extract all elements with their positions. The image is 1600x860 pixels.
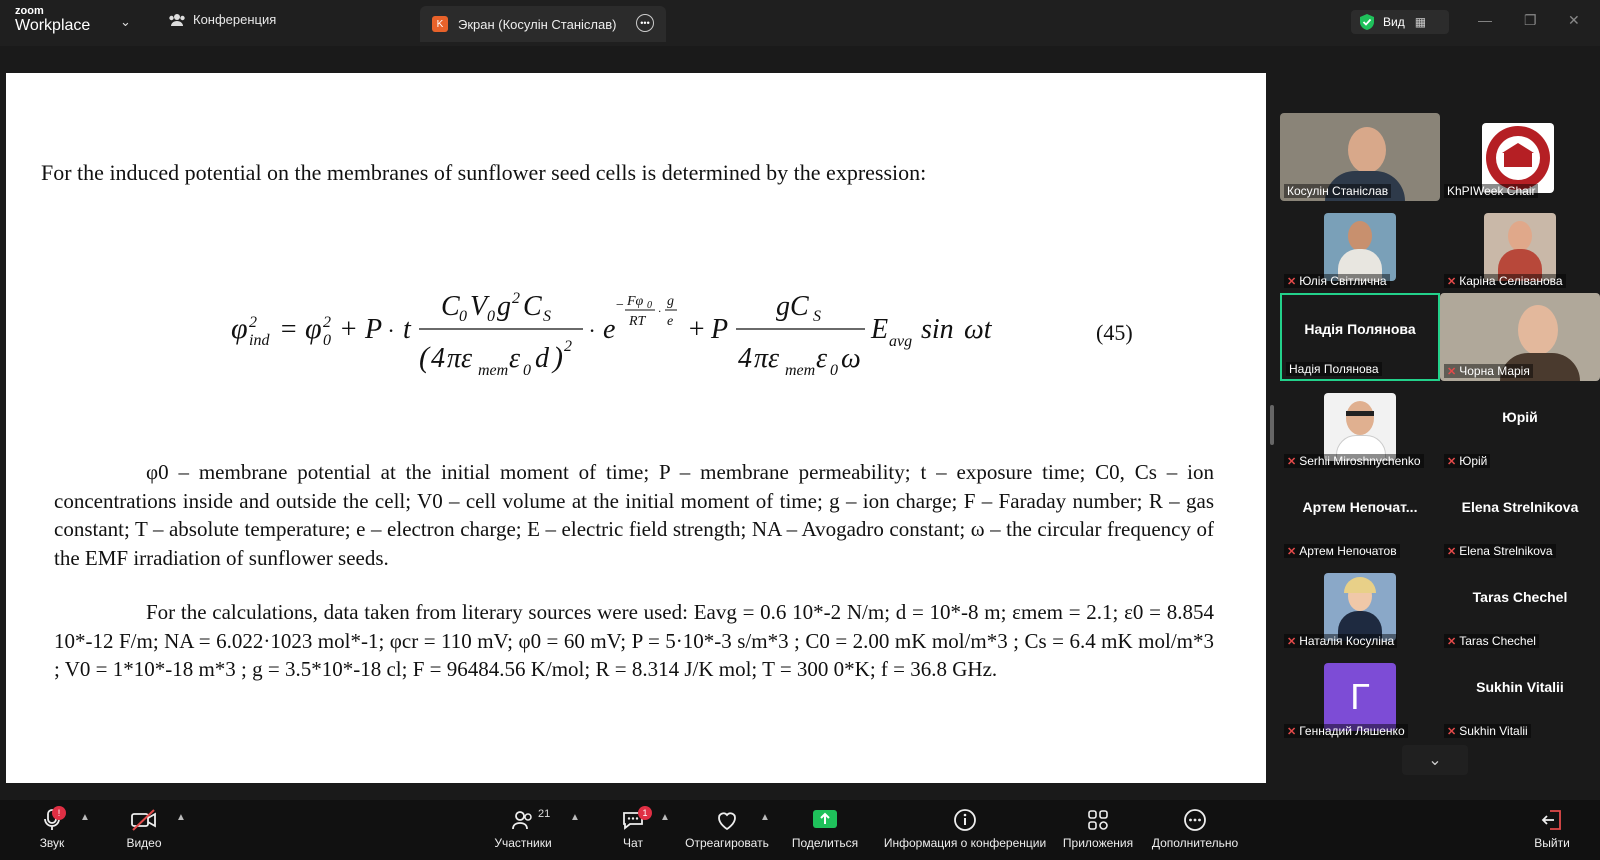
svg-text:gC: gC [776,291,809,322]
svg-text:C: C [441,291,460,322]
svg-text:φ: φ [305,312,322,345]
more-icon [1183,808,1207,832]
audio-options-caret[interactable]: ▲ [80,812,90,823]
svg-text:V: V [470,291,488,322]
svg-text:φ: φ [231,312,248,345]
svg-text:d: d [535,343,549,374]
panel-resize-handle[interactable] [1270,405,1274,445]
participant-display-name: Юрій [1502,409,1538,425]
heart-icon [715,808,739,832]
tab-conference[interactable] [168,12,276,27]
mic-muted-icon: ✕ [1287,725,1297,738]
mic-muted-icon: ✕ [1447,635,1457,648]
more-button[interactable]: Дополнительно [1150,808,1240,850]
participant-display-name: Надія Полянова [1304,321,1416,337]
mic-muted-icon: ✕ [1287,275,1297,288]
mic-muted-icon: ✕ [1447,545,1457,558]
svg-text:2: 2 [512,290,520,307]
svg-text:·: · [388,318,394,343]
participants-button[interactable]: Участники [488,808,558,850]
participant-video [1484,213,1556,281]
participant-avatar: Г [1324,663,1396,731]
svg-text:ε: ε [509,343,521,374]
svg-text:+: + [339,314,358,345]
participant-display-name: Taras Chechel [1472,589,1568,605]
svg-text:S: S [543,308,551,325]
svg-text:2: 2 [323,314,331,331]
svg-text:P: P [711,314,729,345]
svg-text:=: = [279,314,298,345]
participant-tile[interactable] [1440,383,1600,471]
mic-muted-icon: ✕ [1447,365,1457,378]
participant-name: ✕ Serhii Miroshnychenko [1284,454,1424,468]
svg-text:0: 0 [323,332,331,349]
svg-text:g: g [497,291,511,322]
tab-screen-share-label: Экран (Косулін Станіслав) [458,16,617,32]
people-icon [168,13,186,27]
share-screen-button[interactable]: Поделиться [790,808,860,850]
leave-icon [1540,808,1564,832]
svg-text:sin: sin [921,314,954,345]
equation-number: (45) [1096,320,1133,345]
svg-text:πε: πε [754,343,780,374]
participant-tile[interactable] [1280,203,1440,291]
participant-tile[interactable] [1440,203,1600,291]
participant-name: ✕ Чорна Марія [1444,364,1533,378]
participant-name: ✕ Каріна Селіванова [1444,274,1566,288]
mic-muted-icon: ✕ [1287,635,1297,648]
leave-button[interactable]: Выйти [1532,808,1572,850]
participant-name: Надія Полянова [1286,362,1382,376]
participant-name: ✕ Геннадий Ляшенко [1284,724,1408,738]
svg-text:ε: ε [816,343,828,374]
svg-text:πε: πε [447,343,473,374]
participants-count: 21 [538,808,551,820]
meeting-info-button[interactable]: Информация о конференции [882,808,1048,850]
svg-text:RT: RT [629,314,646,329]
svg-text:e: e [667,314,674,329]
svg-text:ω: ω [841,343,861,374]
logo-zoom-text: zoom [15,5,44,17]
svg-text:S: S [813,308,821,325]
tab-conference-label: Конференция [193,12,277,27]
close-icon[interactable]: ✕ [1568,12,1580,28]
svg-text:0: 0 [830,362,838,379]
svg-text:t: t [403,314,411,345]
svg-text:mem: mem [785,362,816,379]
participant-name: ✕ Юрій [1444,454,1490,468]
participants-icon [511,808,535,832]
react-options-caret[interactable]: ▲ [760,812,770,823]
svg-text:0: 0 [647,300,652,311]
svg-text:e: e [603,314,616,345]
video-off-icon [130,808,158,832]
zoom-logo[interactable] [15,6,90,34]
audio-button[interactable]: Звук [34,808,70,850]
svg-text:·: · [658,304,661,318]
participant-tile[interactable] [1440,473,1600,561]
svg-text:avg: avg [889,333,913,350]
tab-screen-share[interactable] [420,6,666,42]
participant-display-name: Sukhin Vitalii [1476,679,1564,695]
svg-text:·: · [589,318,595,343]
apps-icon [1086,808,1110,832]
svg-text:4: 4 [738,343,752,374]
equation-45 [231,275,1031,385]
participant-name: ✕ Elena Strelnikova [1444,544,1556,558]
screen-share-badge: K [432,16,448,32]
participant-tile[interactable] [1440,113,1600,201]
participant-display-name: Elena Strelnikova [1461,499,1579,515]
participant-name: ✕ Наталія Косуліна [1284,634,1397,648]
mic-muted-icon: ✕ [1447,725,1457,738]
mic-muted-icon: ✕ [1287,455,1297,468]
mic-muted-icon: ✕ [1447,455,1457,468]
participant-display-name: Артем Непочат... [1302,499,1418,515]
svg-text:E: E [871,314,889,345]
participant-tile[interactable] [1280,473,1440,561]
svg-text:−: − [615,298,625,313]
shared-screen-slide [6,73,1266,783]
svg-text:0: 0 [459,308,467,325]
svg-text:2: 2 [564,338,572,355]
view-button-label: Вид [1383,15,1405,29]
participant-tile[interactable] [1440,293,1600,381]
participant-name: Косулін Станіслав [1284,184,1391,198]
participant-tile[interactable] [1280,653,1440,741]
participant-name: ✕ Sukhin Vitalii [1444,724,1531,738]
svg-text:0: 0 [523,362,531,379]
maximize-icon[interactable]: ❐ [1524,12,1537,28]
participant-name: ✕ Юлія Світлична [1284,274,1390,288]
minimize-icon[interactable]: — [1478,12,1492,28]
svg-text:C: C [523,291,542,322]
svg-text:ind: ind [249,332,270,349]
security-shield-icon[interactable] [1359,13,1375,31]
share-screen-icon [812,808,838,832]
participant-name: ✕ Артем Непочатов [1284,544,1400,558]
svg-text:mem: mem [478,362,509,379]
svg-text:g: g [667,294,674,309]
participant-name: KhPIWeek Chair [1444,184,1538,198]
participant-tile[interactable] [1280,113,1440,201]
svg-text:P: P [365,314,383,345]
slide-intro-text: For the induced potential on the membranes of sunflower seed cells is determined by the expression: [41,160,927,185]
mic-muted-icon: ✕ [1447,275,1457,288]
video-options-caret[interactable]: ▲ [176,812,186,823]
react-button[interactable]: Отреагировать [684,808,770,850]
svg-text:): ) [553,341,563,374]
svg-text:ωt: ωt [964,314,992,345]
participants-options-caret[interactable]: ▲ [570,812,580,823]
participant-tile[interactable] [1440,653,1600,741]
logo-workplace-text: Workplace [15,17,91,34]
video-button[interactable]: Видео [120,808,168,850]
participant-video [1324,213,1396,281]
mic-muted-icon: ✕ [1287,545,1297,558]
chat-unread-badge: 1 [638,806,652,820]
svg-text:Fφ: Fφ [627,294,644,309]
participant-name: ✕ Taras Chechel [1444,634,1539,648]
participant-video [1324,573,1396,641]
svg-text:0: 0 [487,308,495,325]
apps-button[interactable]: Приложения [1060,808,1136,850]
more-options-icon[interactable]: ••• [636,14,654,32]
grid-view-icon: ▦ [1414,15,1427,29]
svg-text:2: 2 [249,314,257,331]
participant-tile[interactable] [1280,563,1440,651]
participant-video [1324,393,1396,461]
svg-text:4: 4 [431,343,445,374]
slide-definitions: φ0 – membrane potential at the initial moment of time; P – membrane permeability; t – exposure time; C0, Cs – ion concentrations inside and outside the cell; V0 – cell volume at the initial moment of time; g – ion charge; F – Faraday number; R – gas constant; T – absolute temperature; e – electron charge; E – electric field strength; NA – Avogadro constant; ω – the circular frequency of the EMF irradiation of sunflower seeds. [54,460,1214,570]
active-speaker-tile[interactable] [1280,293,1440,381]
more-participants-chevron-icon[interactable]: ⌄ [1402,745,1468,775]
svg-text:(: ( [419,341,429,374]
svg-text:+: + [687,314,706,345]
slide-calculations: For the calculations, data taken from literary sources were used: Eavg = 0.6 10*-2 N/m; d = 10*-8 m; εmem = 2.1; ε0 = 8.854 10*-12 F/m; NA = 6.022·1023 mol*-1; φcr = 110 mV; φ0 = 60 mV; P = 5·10*-3 s/m*3 ; C0 = 2.00 mK mol/m*3 ; Cs = 6.4 mK mol/m*3 ; V0 = 1*10*-18 m*3 ; g = 3.5*10*-18 cl; F = 96484.56 K/mol; R = 8.314 J/K mol; T = 300 0*K; f = 36.8 GHz. [54,600,1214,681]
chat-button[interactable]: Чат [618,808,648,850]
info-icon [953,808,977,832]
khpi-logo [1482,123,1554,193]
participant-tile[interactable] [1440,563,1600,651]
participant-tile[interactable] [1280,383,1440,471]
chevron-down-icon[interactable]: ⌄ [120,14,131,29]
chat-options-caret[interactable]: ▲ [660,812,670,823]
audio-alert-badge: ! [52,806,66,820]
